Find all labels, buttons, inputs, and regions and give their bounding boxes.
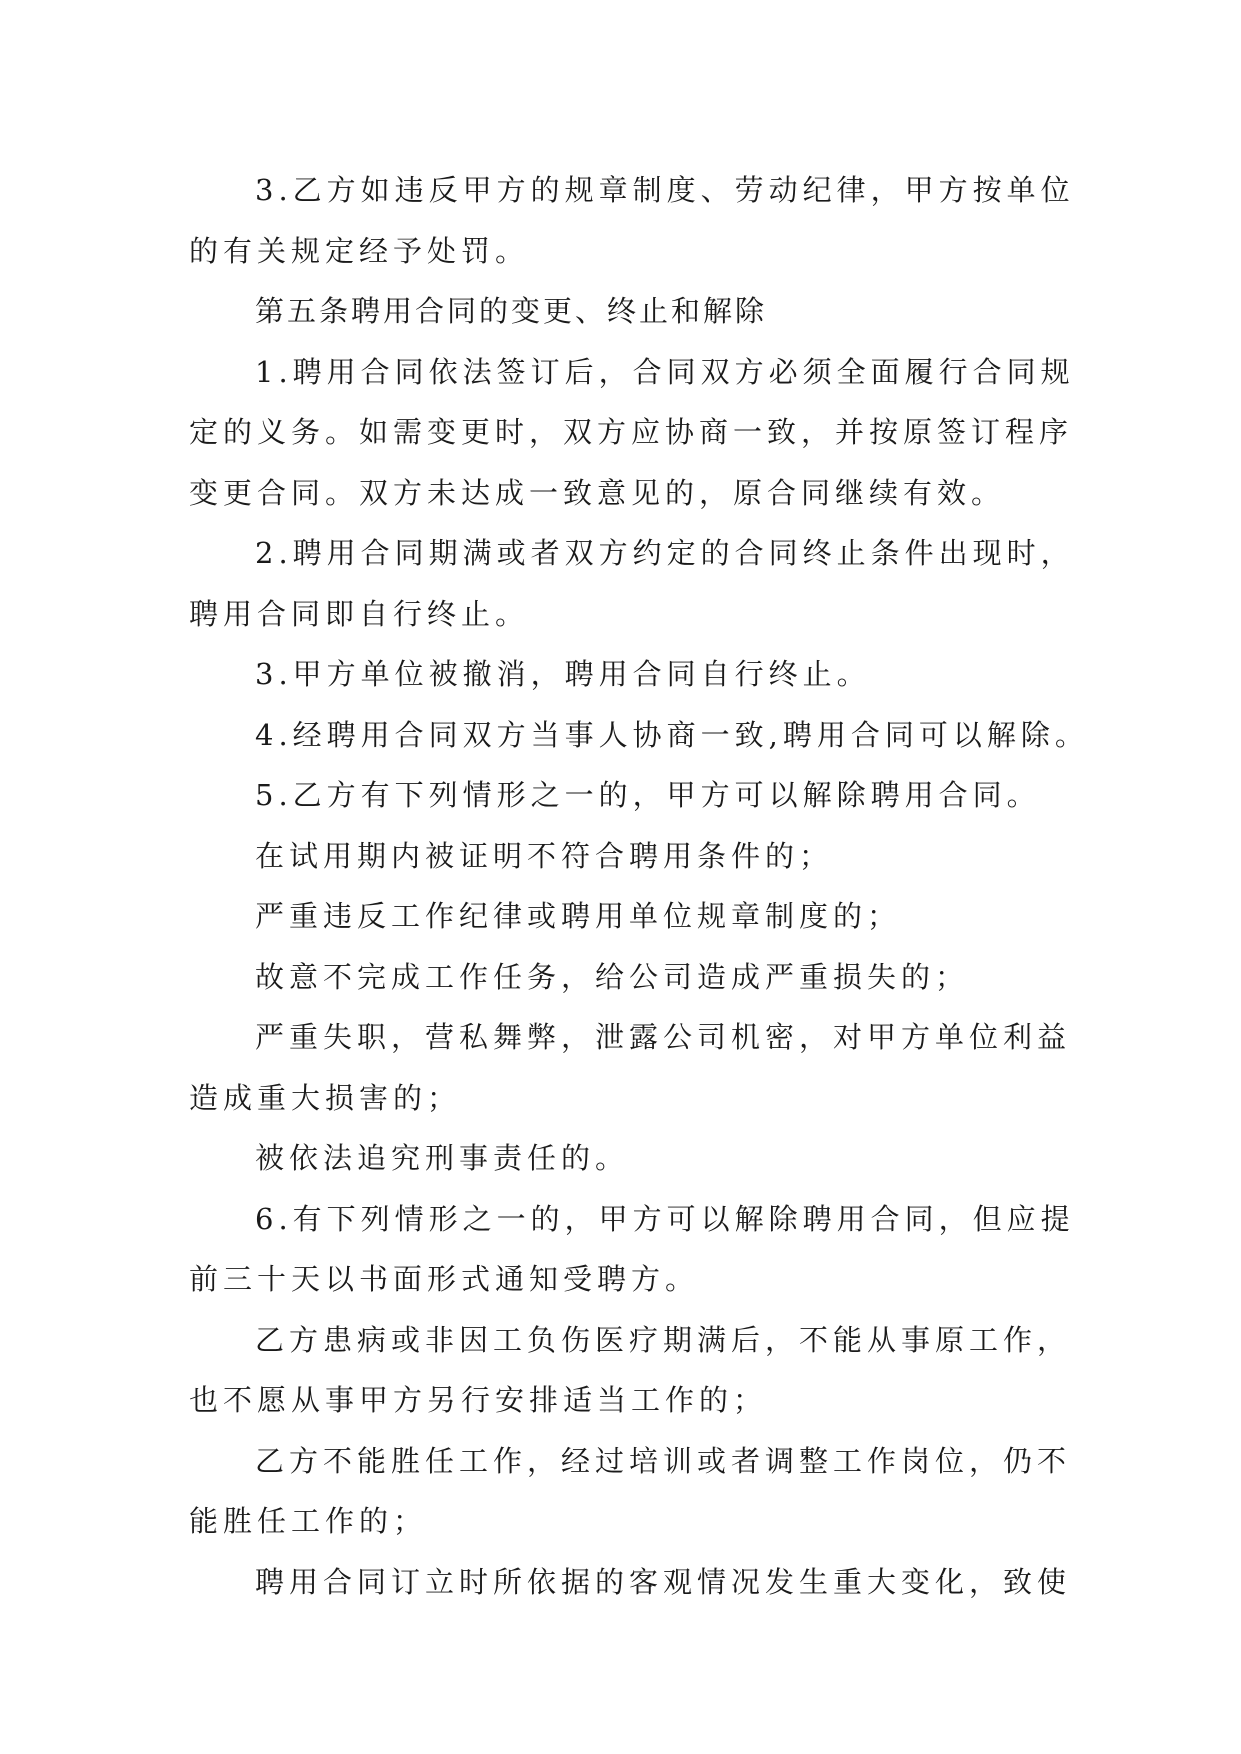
text-line: 4.经聘用合同双方当事人协商一致,聘用合同可以解除。	[255, 717, 1089, 752]
text-line: 乙方不能胜任工作，经过培训或者调整工作岗位，仍不	[255, 1443, 1072, 1478]
paragraph	[189, 1310, 1072, 1431]
text-line: 变更合同。双方未达成一致意见的，原合同继续有效。	[189, 475, 1006, 510]
paragraph	[189, 1189, 1075, 1310]
text-line: 第五条聘用合同的变更、终止和解除	[255, 294, 768, 328]
text-line: 严重违反工作纪律或聘用单位规章制度的；	[255, 899, 902, 933]
text-line: 定的义务。如需变更时，双方应协商一致，并按原签订程序	[189, 415, 1074, 449]
text-line: 的有关规定经予处罚。	[189, 233, 530, 268]
text-line: 严重失职，营私舞弊，泄露公司机密，对甲方单位利益	[255, 1020, 1072, 1054]
paragraph	[189, 644, 1055, 705]
text-line: 5.乙方有下列情形之一的，甲方可以解除聘用合同。	[255, 778, 1041, 812]
text-line: 前三十天以书面形式通知受聘方。	[189, 1262, 700, 1296]
text-line: 1.聘用合同依法签订后，合同双方必须全面履行合同规	[255, 354, 1075, 389]
text-line: 也不愿从事甲方另行安排适当工作的；	[189, 1383, 768, 1417]
text-line: 聘用合同订立时所依据的客观情况发生重大变化，致使	[255, 1564, 1072, 1599]
paragraph	[189, 1007, 1072, 1128]
text-line: 故意不完成工作任务，给公司造成严重损失的；	[255, 959, 970, 994]
paragraph	[189, 705, 1089, 766]
paragraph	[189, 1431, 1072, 1552]
text-line: 3.乙方如违反甲方的规章制度、劳动纪律，甲方按单位	[255, 173, 1075, 207]
text-line: 造成重大损害的；	[189, 1080, 462, 1115]
paragraph	[189, 1128, 1055, 1189]
section-heading	[189, 281, 1055, 342]
text-line: 2.聘用合同期满或者双方约定的合同终止条件出现时，	[255, 536, 1075, 570]
paragraph	[189, 523, 1075, 644]
paragraph	[189, 342, 1075, 524]
paragraph	[189, 765, 1055, 826]
text-line: 能胜任工作的；	[189, 1504, 428, 1538]
text-line: 3.甲方单位被撤消，聘用合同自行终止。	[255, 657, 871, 691]
document-body	[189, 160, 1089, 1612]
text-line: 在试用期内被证明不符合聘用条件的；	[255, 838, 834, 873]
paragraph	[189, 826, 1055, 887]
text-line: 乙方患病或非因工负伤医疗期满后，不能从事原工作，	[255, 1322, 1072, 1357]
text-line: 6.有下列情形之一的，甲方可以解除聘用合同，但应提	[255, 1201, 1075, 1236]
paragraph	[189, 160, 1075, 281]
text-line: 聘用合同即自行终止。	[189, 596, 530, 631]
paragraph	[189, 947, 1055, 1008]
paragraph	[189, 886, 1055, 947]
paragraph	[189, 1552, 1072, 1613]
text-line: 被依法追究刑事责任的。	[255, 1141, 630, 1175]
